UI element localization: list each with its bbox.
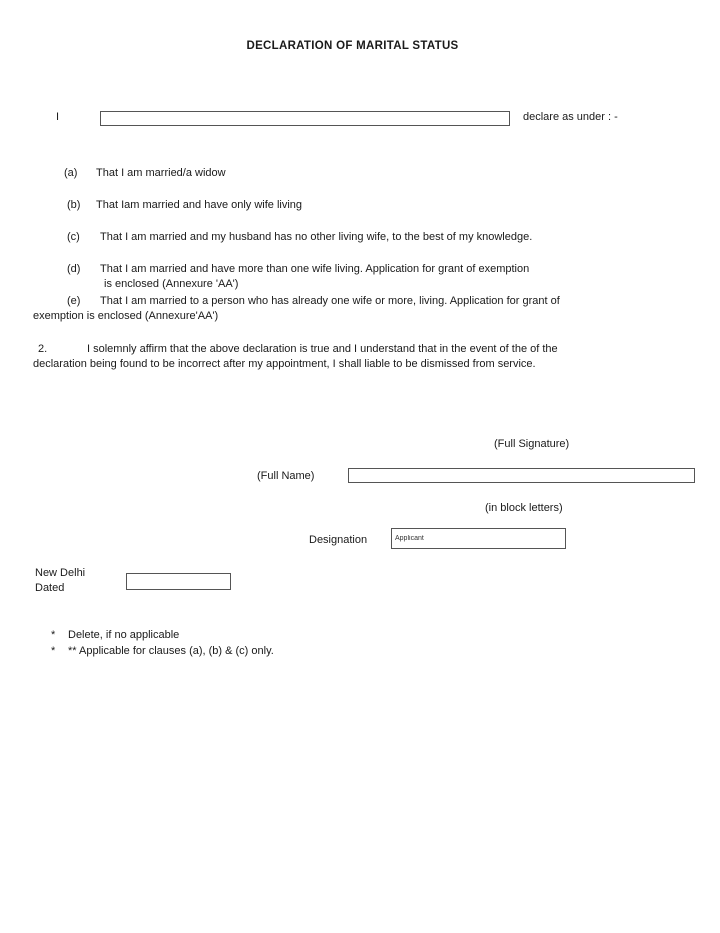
place-city: New Delhi bbox=[35, 567, 86, 579]
designation-label: Designation bbox=[309, 534, 368, 546]
declarant-name-field[interactable] bbox=[100, 111, 510, 126]
document-title: DECLARATION OF MARITAL STATUS bbox=[246, 40, 459, 52]
clause-c-label: (c) bbox=[67, 231, 80, 243]
note-2-text: ** Applicable for clauses (a), (b) & (c) only. bbox=[68, 645, 274, 657]
full-signature-label: (Full Signature) bbox=[494, 438, 570, 450]
clause-e-text-continued: exemption is enclosed (Annexure'AA') bbox=[33, 310, 219, 322]
clause-c-text: That I am married and my husband has no other living wife, to the best of my knowledge. bbox=[100, 231, 533, 243]
clause-a-label: (a) bbox=[64, 167, 78, 179]
note-1-text: Delete, if no applicable bbox=[68, 629, 180, 641]
clause-d-text-continued: is enclosed (Annexure 'AA') bbox=[104, 278, 239, 290]
intro-suffix: declare as under : - bbox=[523, 111, 618, 123]
full-name-input[interactable] bbox=[349, 470, 694, 483]
dated-label: Dated bbox=[35, 582, 65, 594]
full-name-label: (Full Name) bbox=[257, 470, 315, 482]
clause-a-text: That I am married/a widow bbox=[96, 167, 226, 179]
designation-input[interactable] bbox=[392, 529, 565, 548]
clause-e-label: (e) bbox=[67, 295, 81, 307]
clause-d-label: (d) bbox=[67, 263, 81, 275]
clause-b-text: That Iam married and have only wife living bbox=[96, 199, 303, 211]
dated-input[interactable] bbox=[127, 574, 230, 589]
declarant-name-input[interactable] bbox=[101, 113, 509, 126]
clause-b-label: (b) bbox=[67, 199, 81, 211]
full-name-field[interactable] bbox=[348, 468, 695, 483]
note-1-marker: * bbox=[51, 629, 56, 641]
affirmation-number: 2. bbox=[38, 343, 48, 355]
affirmation-text-continued: declaration being found to be incorrect after my appointment, I shall liable to be dismissed from service. bbox=[33, 358, 536, 370]
clause-d-text: That I am married and have more than one wife living. Application for grant of exemption bbox=[100, 263, 530, 275]
affirmation-text: I solemnly affirm that the above declaration is true and I understand that in the event of the of the bbox=[87, 343, 558, 355]
clause-e-text: That I am married to a person who has already one wife or more, living. Application for grant of bbox=[100, 295, 560, 307]
intro-prefix: I bbox=[56, 111, 60, 123]
designation-field[interactable] bbox=[391, 528, 566, 549]
dated-field[interactable] bbox=[126, 573, 231, 590]
block-letters-label: (in block letters) bbox=[485, 502, 563, 514]
note-2-marker: * bbox=[51, 645, 56, 657]
